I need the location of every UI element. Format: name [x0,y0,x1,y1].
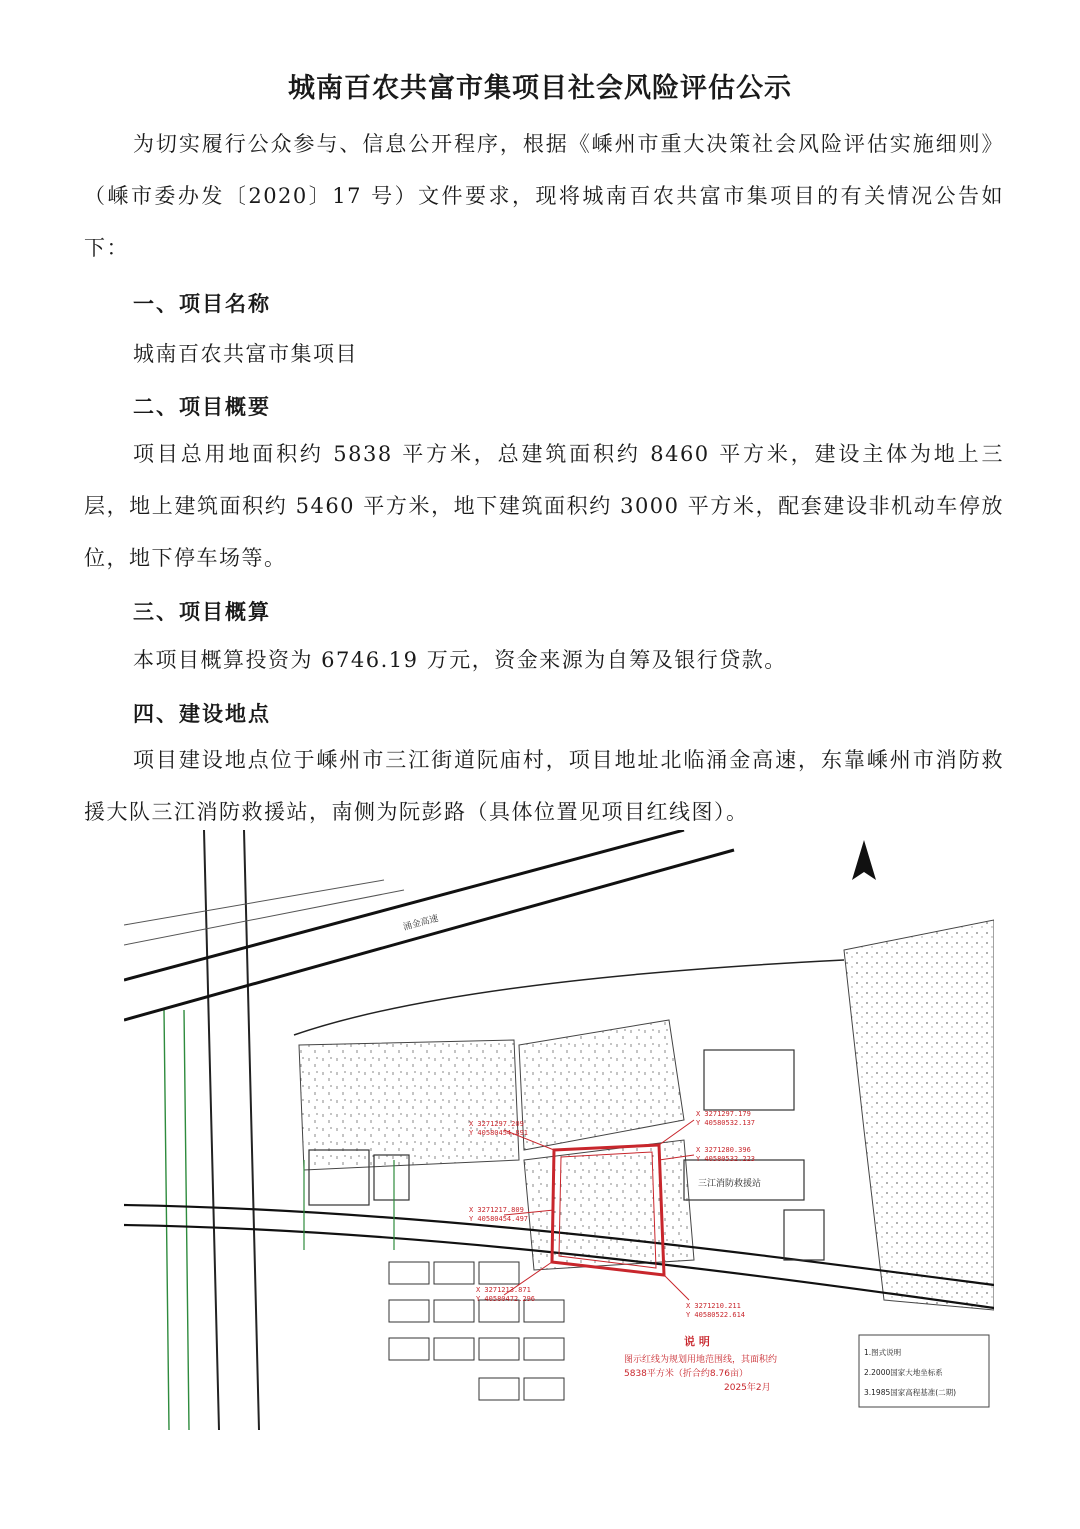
section-heading-budget: 三、项目概算 [133,600,271,624]
coord-label: Y 40580522.614 [686,1311,746,1319]
map-note: 2.2000国家大地坐标系 [864,1368,943,1377]
map-note: 1.图式说明 [864,1348,902,1357]
legend-line-1: 图示红线为规划用地范围线，其面积约 [624,1355,778,1365]
coord-label: Y 40580454.891 [469,1129,529,1137]
map-note: 3.1985国家高程基准(二期) [864,1388,957,1397]
legend-date: 2025年2月 [724,1383,771,1393]
coord-label: X 3271297.209 [469,1120,524,1128]
section-heading-overview: 二、项目概要 [133,395,271,419]
vegetation-area-site [524,1140,694,1270]
coord-label: Y 40580472.296 [476,1295,536,1303]
section-body-name: 城南百农共富市集项目 [133,342,358,366]
document-title: 城南百农共富市集项目社会风险评估公示 [288,73,792,104]
coord-label: X 3271297.179 [696,1110,751,1118]
section-heading-location: 四、建设地点 [133,702,271,726]
section-body-budget: 本项目概算投资为 6746.19 万元，资金来源为自筹及银行贷款。 [133,648,787,672]
fire-station-label: 三江消防救援站 [698,1179,762,1189]
coord-label: Y 40580454.497 [469,1215,529,1223]
coord-label: X 3271280.396 [696,1146,751,1154]
section-heading-name: 一、项目名称 [133,292,271,316]
highway-label: 涌金高速 [402,913,440,933]
coord-label: Y 40580532.137 [696,1119,756,1127]
coord-label: X 3271210.211 [686,1302,741,1310]
coord-label: Y 40580532.223 [696,1155,756,1163]
section-body-location: 项目建设地点位于嵊州市三江街道阮庙村，项目地址北临涌金高速，东靠嵊州市消防救援大队三江消防救援站，南侧为阮彭路（具体位置见项目红线图）。 [84,748,1004,824]
legend-title: 说 明 [684,1335,710,1348]
redline-site-map [124,830,994,1430]
section-body-overview: 项目总用地面积约 5838 平方米，总建筑面积约 8460 平方米，建设主体为地上三层，地上建筑面积约 5460 平方米，地下建筑面积约 3000 平方米，配套建设非机动车停放位，地下停车场等。 [84,442,1004,570]
coord-label: X 3271217.809 [469,1206,524,1214]
intro-paragraph: 为切实履行公众参与、信息公开程序，根据《嵊州市重大决策社会风险评估实施细则》（嵊市委办发〔2020〕17 号）文件要求，现将城南百农共富市集项目的有关情况公告如下： [84,132,1004,260]
coord-label: X 3271213.871 [476,1286,531,1294]
legend-line-2: 5838平方米（折合约8.76亩） [624,1369,748,1379]
